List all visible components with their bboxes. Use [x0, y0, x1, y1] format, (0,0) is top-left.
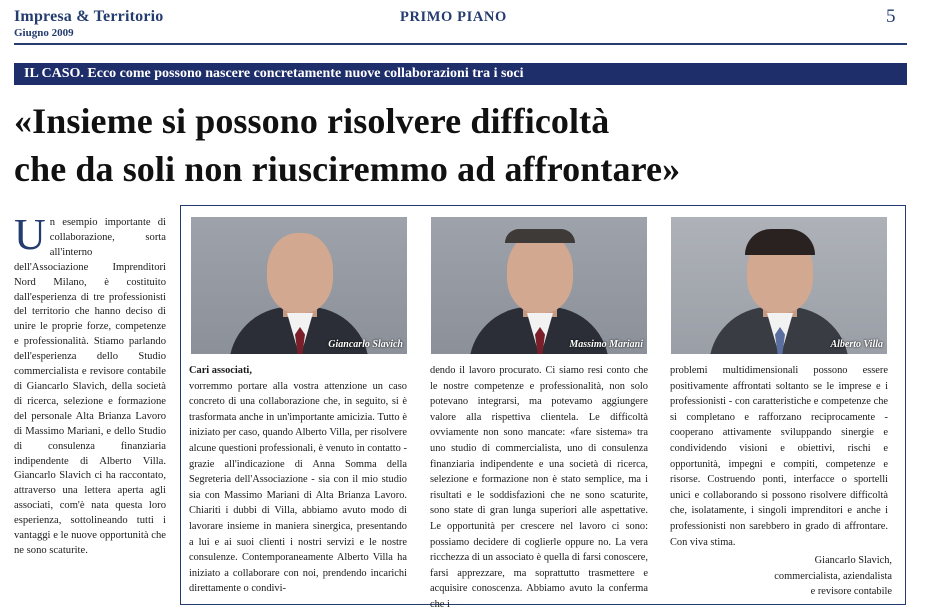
letter-text-1: vorremmo portare alla vostra attenzione un caso concreto di una collaborazione che, in seguito, si è trasformata anche in un'importante amicizia. Tutto è iniziato per caso, quando Alberto Villa, per risolvere alcune questioni professionali, è venuto in contatto - grazie all'indicazione di Anna Somma della Segreteria dell'Associazione - sia con il mio studio sia con Massimo Mariani di Alta Brianza Lavoro. Chiariti i dubbi di Villa, abbiamo avuto modo di lavorare insieme in maniera sinergica, presentando a lui e ai suoi clienti i nostri servizi e le nostre consulenze. Contemporaneamente Alberto Villa ha iniziato a collaborare con noi, prendendo incarichi direttamente o condivi-	[189, 380, 407, 595]
letter-column-1	[189, 363, 407, 597]
headline-line-1: «Insieme si possono risolvere difficoltà	[14, 101, 610, 141]
portrait-photo-villa	[671, 217, 887, 354]
letter-text-3: problemi multidimensionali possono essere positivamente affrontati soltanto se le imprese e i professionisti - con caratteristiche e competenze che si completano e rafforzano reciprocamente - cooperano attivamente sviluppando sinergie e condividendo visioni e obiettivi, rischi e opportunità, impegni e compiti, competenze e risorse. Costruendo ponti, interfacce o sportelli unici e collaborando si possono risolvere difficoltà che, isolatamente, i singoli imprenditori e anche i professionisti non sarebbero in grado di affrontare. Con viva stima.	[670, 365, 888, 548]
publication-name: Impresa & Territorio	[14, 8, 164, 25]
intro-paragraph	[14, 210, 166, 559]
drop-cap: U	[14, 210, 46, 259]
photo-caption: Massimo Mariani	[569, 339, 643, 350]
photo-caption: Giancarlo Slavich	[328, 339, 403, 350]
page-number: 5	[886, 6, 896, 27]
photo-caption: Alberto Villa	[830, 339, 883, 350]
letter-column-2	[430, 363, 648, 613]
signature-name: Giancarlo Slavich,	[814, 555, 892, 566]
letter-signature	[680, 553, 892, 600]
letter-greeting: Cari associati,	[189, 365, 252, 376]
portrait-photo-slavich	[191, 217, 407, 354]
letter-text-2: dendo il lavoro procurato. Ci siamo resi conto che le nostre competenze e professionalità, non solo potevano integrarsi, ma potevamo aggiungere valore alla rispettiva clientela. Le difficoltà ovviamente non sono mancate: «fare sistema» tra uno studio di commercialista, uno di consulenza finanziaria indipendente e una società di ricerca, selezione e formazione non è stato semplice, ma i risultati e le soddisfazioni che ne sono scaturite, sono state di gran lunga superiori alle aspettative. Le opportunità per crescere nel lavoro ci sono: possiamo decidere di coglierle oppure no. La vera ricchezza di un associato è quella di farsi conoscere, farsi apprezzare, ma soprattutto trasmettere e acquisire conoscenza. Abbiamo avuto la conferma che i	[430, 365, 648, 610]
letter-column-3	[670, 363, 888, 550]
section-title: PRIMO PIANO	[400, 9, 507, 25]
signature-role: commercialista, aziendalista	[774, 570, 892, 582]
kicker-text: IL CASO. Ecco come possono nascere concretamente nuove collaborazioni tra i soci	[24, 66, 524, 81]
intro-text: n esempio importante di collaborazione, sorta all'interno dell'Associazione Imprenditori Nord Milano, è costituito dall'esperienza di tre professionisti del territorio che hanno deciso di unire le proprie forze, competenze e professionalità. Stiamo parlando dell'esperienza dello Studio commercialista e revisore contabile di Giancarlo Slavich, della società di ricerca, selezione e formazione del personale Alta Brianza Lavoro di Massimo Mariani, e dello Studio di consulenza finanziaria indipendente di Alberto Villa. Giancarlo Slavich ci ha raccontato, attraverso una lettera aperta agli associati, com'è nata questa loro esperienza, sottolineando tutti i vantaggi e le nuove opportunità che ne sono scaturite.	[14, 217, 166, 556]
publication-date: Giugno 2009	[14, 27, 74, 39]
portrait-photo-mariani	[431, 217, 647, 354]
header-rule	[14, 43, 907, 45]
signature-role-2: e revisore contabile	[810, 586, 892, 598]
headline-line-2: che da soli non riusciremmo ad affrontare»	[14, 149, 681, 189]
